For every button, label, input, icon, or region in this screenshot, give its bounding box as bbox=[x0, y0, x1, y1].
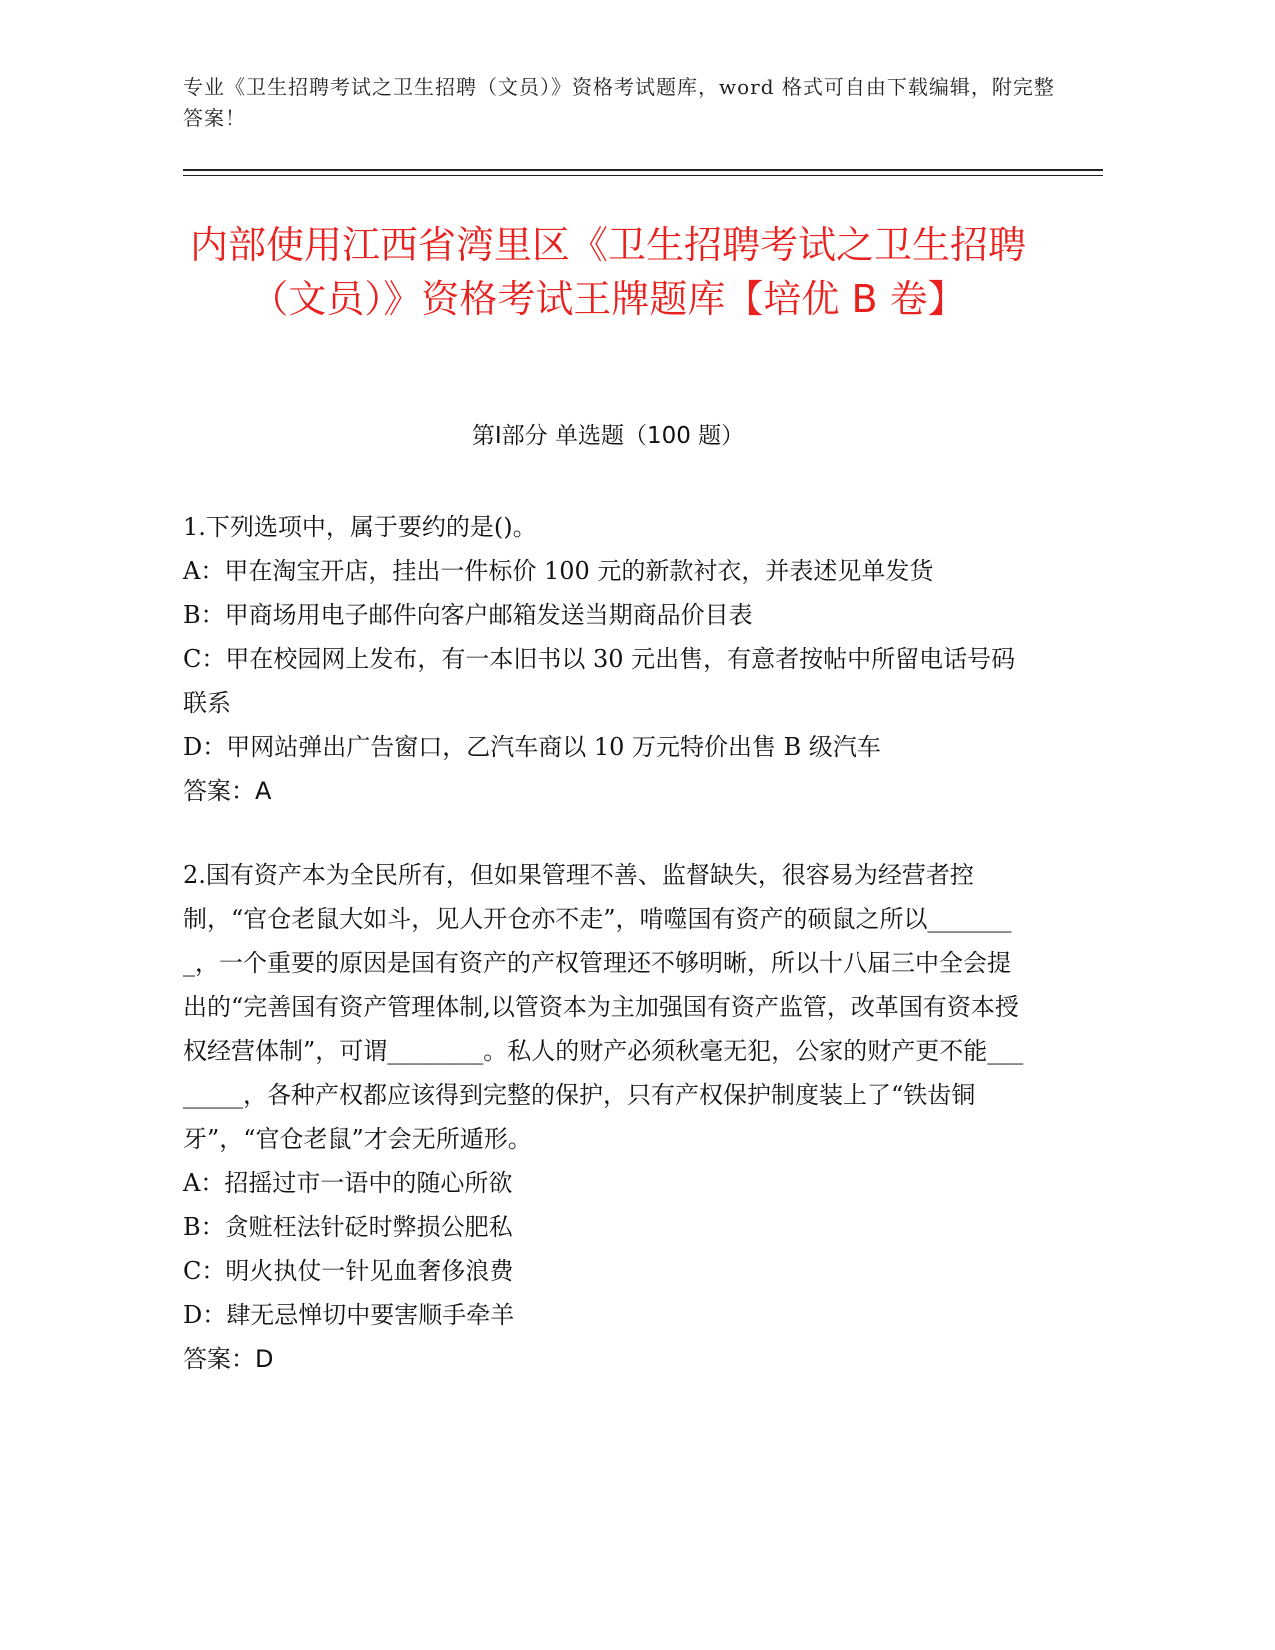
section-heading: 第Ⅰ部分 单选题（100 题） bbox=[471, 423, 745, 449]
header-divider-thin bbox=[183, 175, 1103, 176]
header-divider-thick bbox=[183, 169, 1103, 171]
option-b: B：甲商场用电子邮件向客户邮箱发送当期商品价目表 bbox=[183, 601, 753, 629]
option-c: C：甲在校园网上发布，有一本旧书以 30 元出售，有意者按帖中所留电话号码联系 bbox=[183, 645, 1016, 717]
option-d: D：甲网站弹出广告窗口，乙汽车商以 10 万元特价出售 B 级汽车 bbox=[183, 733, 881, 761]
option-a: A：甲在淘宝开店，挂出一件标价 100 元的新款衬衣，并表述见单发货 bbox=[183, 557, 934, 585]
question-stem: 1.下列选项中，属于要约的是()。 bbox=[183, 513, 537, 541]
option-b: B：贪赃枉法针砭时弊损公肥私 bbox=[183, 1213, 513, 1241]
question-stem: 2.国有资产本为全民所有，但如果管理不善、监督缺失，很容易为经营者控制，“官仓老鼠大如斗，见人开仓亦不走”，啃噬国有资产的硕鼠之所以________，一个重要的原因是国有资产的产权管理还不够明晰，所以十八届三中全会提出的“完善国有资产管理体制,以管资本为主加强国有资产监管，改革国有资本授权经营体制”，可谓________。私人的财产必须秋毫无犯，公家的财产更不能________，各种产权都应该得到完整的保护，只有产权保护制度装上了“铁齿铜牙”，“官仓老鼠”才会无所遁形。 bbox=[183, 861, 1024, 1153]
header-note: 专业《卫生招聘考试之卫生招聘（文员）》资格考试题库，word 格式可自由下载编辑，附完整答案！ bbox=[183, 75, 1055, 130]
document-title: 内部使用江西省湾里区《卫生招聘考试之卫生招聘（文员）》资格考试王牌题库【培优 B 卷】 bbox=[189, 223, 1026, 321]
question-1 bbox=[183, 505, 1033, 813]
option-a: A：招摇过市一语中的随心所欲 bbox=[183, 1169, 513, 1197]
answer-label: 答案：D bbox=[183, 1345, 274, 1373]
answer-label: 答案：A bbox=[183, 777, 272, 805]
question-2 bbox=[183, 853, 1033, 1381]
option-c: C：明火执仗一针见血奢侈浪费 bbox=[183, 1257, 514, 1285]
option-d: D：肆无忌惮切中要害顺手牵羊 bbox=[183, 1301, 515, 1329]
